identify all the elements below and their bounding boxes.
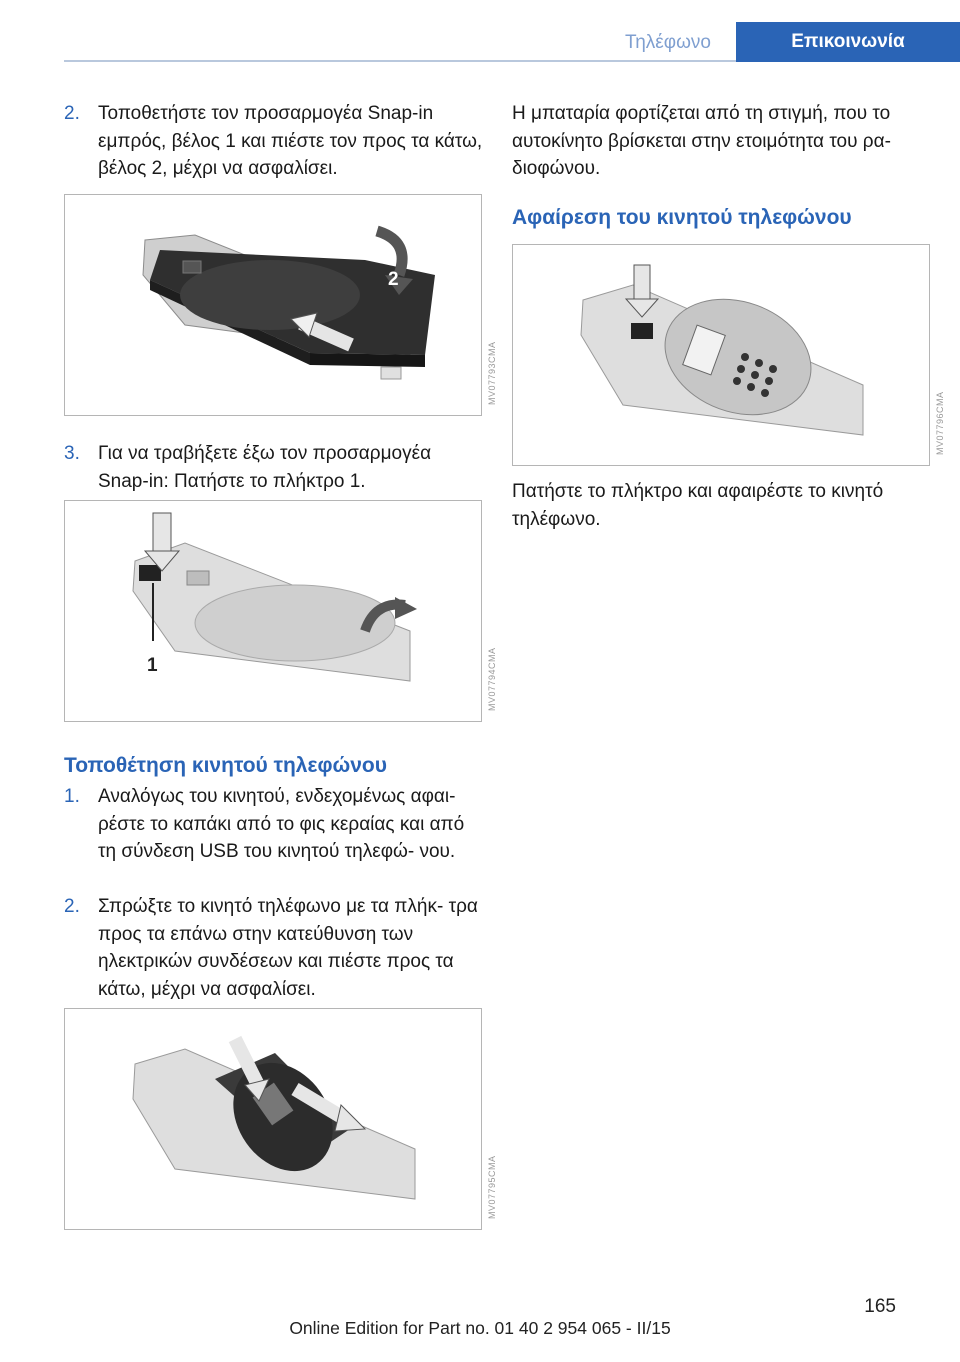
section-tab-communication[interactable]: Επικοινωνία <box>736 22 960 62</box>
section-heading-remove-phone: Αφαίρεση του κινητού τηλεφώνου <box>512 206 852 229</box>
step-insert-adapter <box>64 100 484 183</box>
figure-adapter-insert <box>64 194 497 416</box>
figure-code: MV07793CMA <box>487 341 497 405</box>
step-text: Αναλόγως του κινητού, ενδεχομένως αφαι‐ ρέστε το καπάκι από το φις κεραίας και από τη σύνδεση USB του κινητού τηλεφώ‐ νου. <box>98 786 465 862</box>
adapter-release-illustration <box>65 501 481 721</box>
section-tab-telephone[interactable]: Τηλέφωνο <box>625 32 711 53</box>
adapter-insert-illustration <box>65 195 481 415</box>
remove-instruction-paragraph: Πατήστε το πλήκτρο και αφαιρέστε το κινητό τηλέφωνο. <box>512 481 884 530</box>
step-text: Για να τραβήξετε έξω τον προσαρμογέα Snap-in: Πατήστε το πλήκτρο 1. <box>98 443 432 492</box>
figure-code: MV07796CMA <box>935 391 945 455</box>
page-number: 165 <box>864 1296 896 1317</box>
edition-footer: Online Edition for Part no. 01 40 2 954 065 - II/15 <box>289 1318 671 1338</box>
step-text: Τοποθετήστε τον προσαρμογέα Snap-in εμπρός, βέλος 1 και πιέστε τον προς τα κάτω, βέλος 2, μέχρι να ασφαλίσει. <box>98 103 483 179</box>
figure-adapter-release <box>64 500 497 722</box>
phone-insert-illustration <box>65 1009 481 1229</box>
figure-phone-remove <box>512 244 945 466</box>
step-text: Σπρώξτε το κινητό τηλέφωνο με τα πλήκ‐ τρα προς τα επάνω στην κατεύθυνση των ηλεκτρικών συνδέσεων και πιέστε προς τα κάτω, μέχρι να ασφαλίσει. <box>98 896 478 1000</box>
step-number: 3. <box>64 443 80 464</box>
phone-remove-illustration <box>513 245 929 465</box>
figure-code: MV07795CMA <box>487 1155 497 1219</box>
battery-info-paragraph: Η μπαταρία φορτίζεται από τη στιγμή, που το αυτοκίνητο βρίσκεται στην ετοιμότητα του ρα‐ διοφώνου. <box>512 103 891 179</box>
step-number: 2. <box>64 896 80 917</box>
figure-code: MV07794CMA <box>487 647 497 711</box>
step-number: 2. <box>64 103 80 124</box>
key-label-1: 1 <box>147 655 158 676</box>
section-heading-insert-phone: Τοποθέτηση κινητού τηλεφώνου <box>64 754 387 777</box>
arrow-label-2: 2 <box>388 269 399 290</box>
figure-phone-insert <box>64 1008 497 1230</box>
step-number: 1. <box>64 786 80 807</box>
step-remove-cap <box>64 783 484 866</box>
step-push-phone <box>64 893 484 1003</box>
step-remove-adapter <box>64 440 484 495</box>
